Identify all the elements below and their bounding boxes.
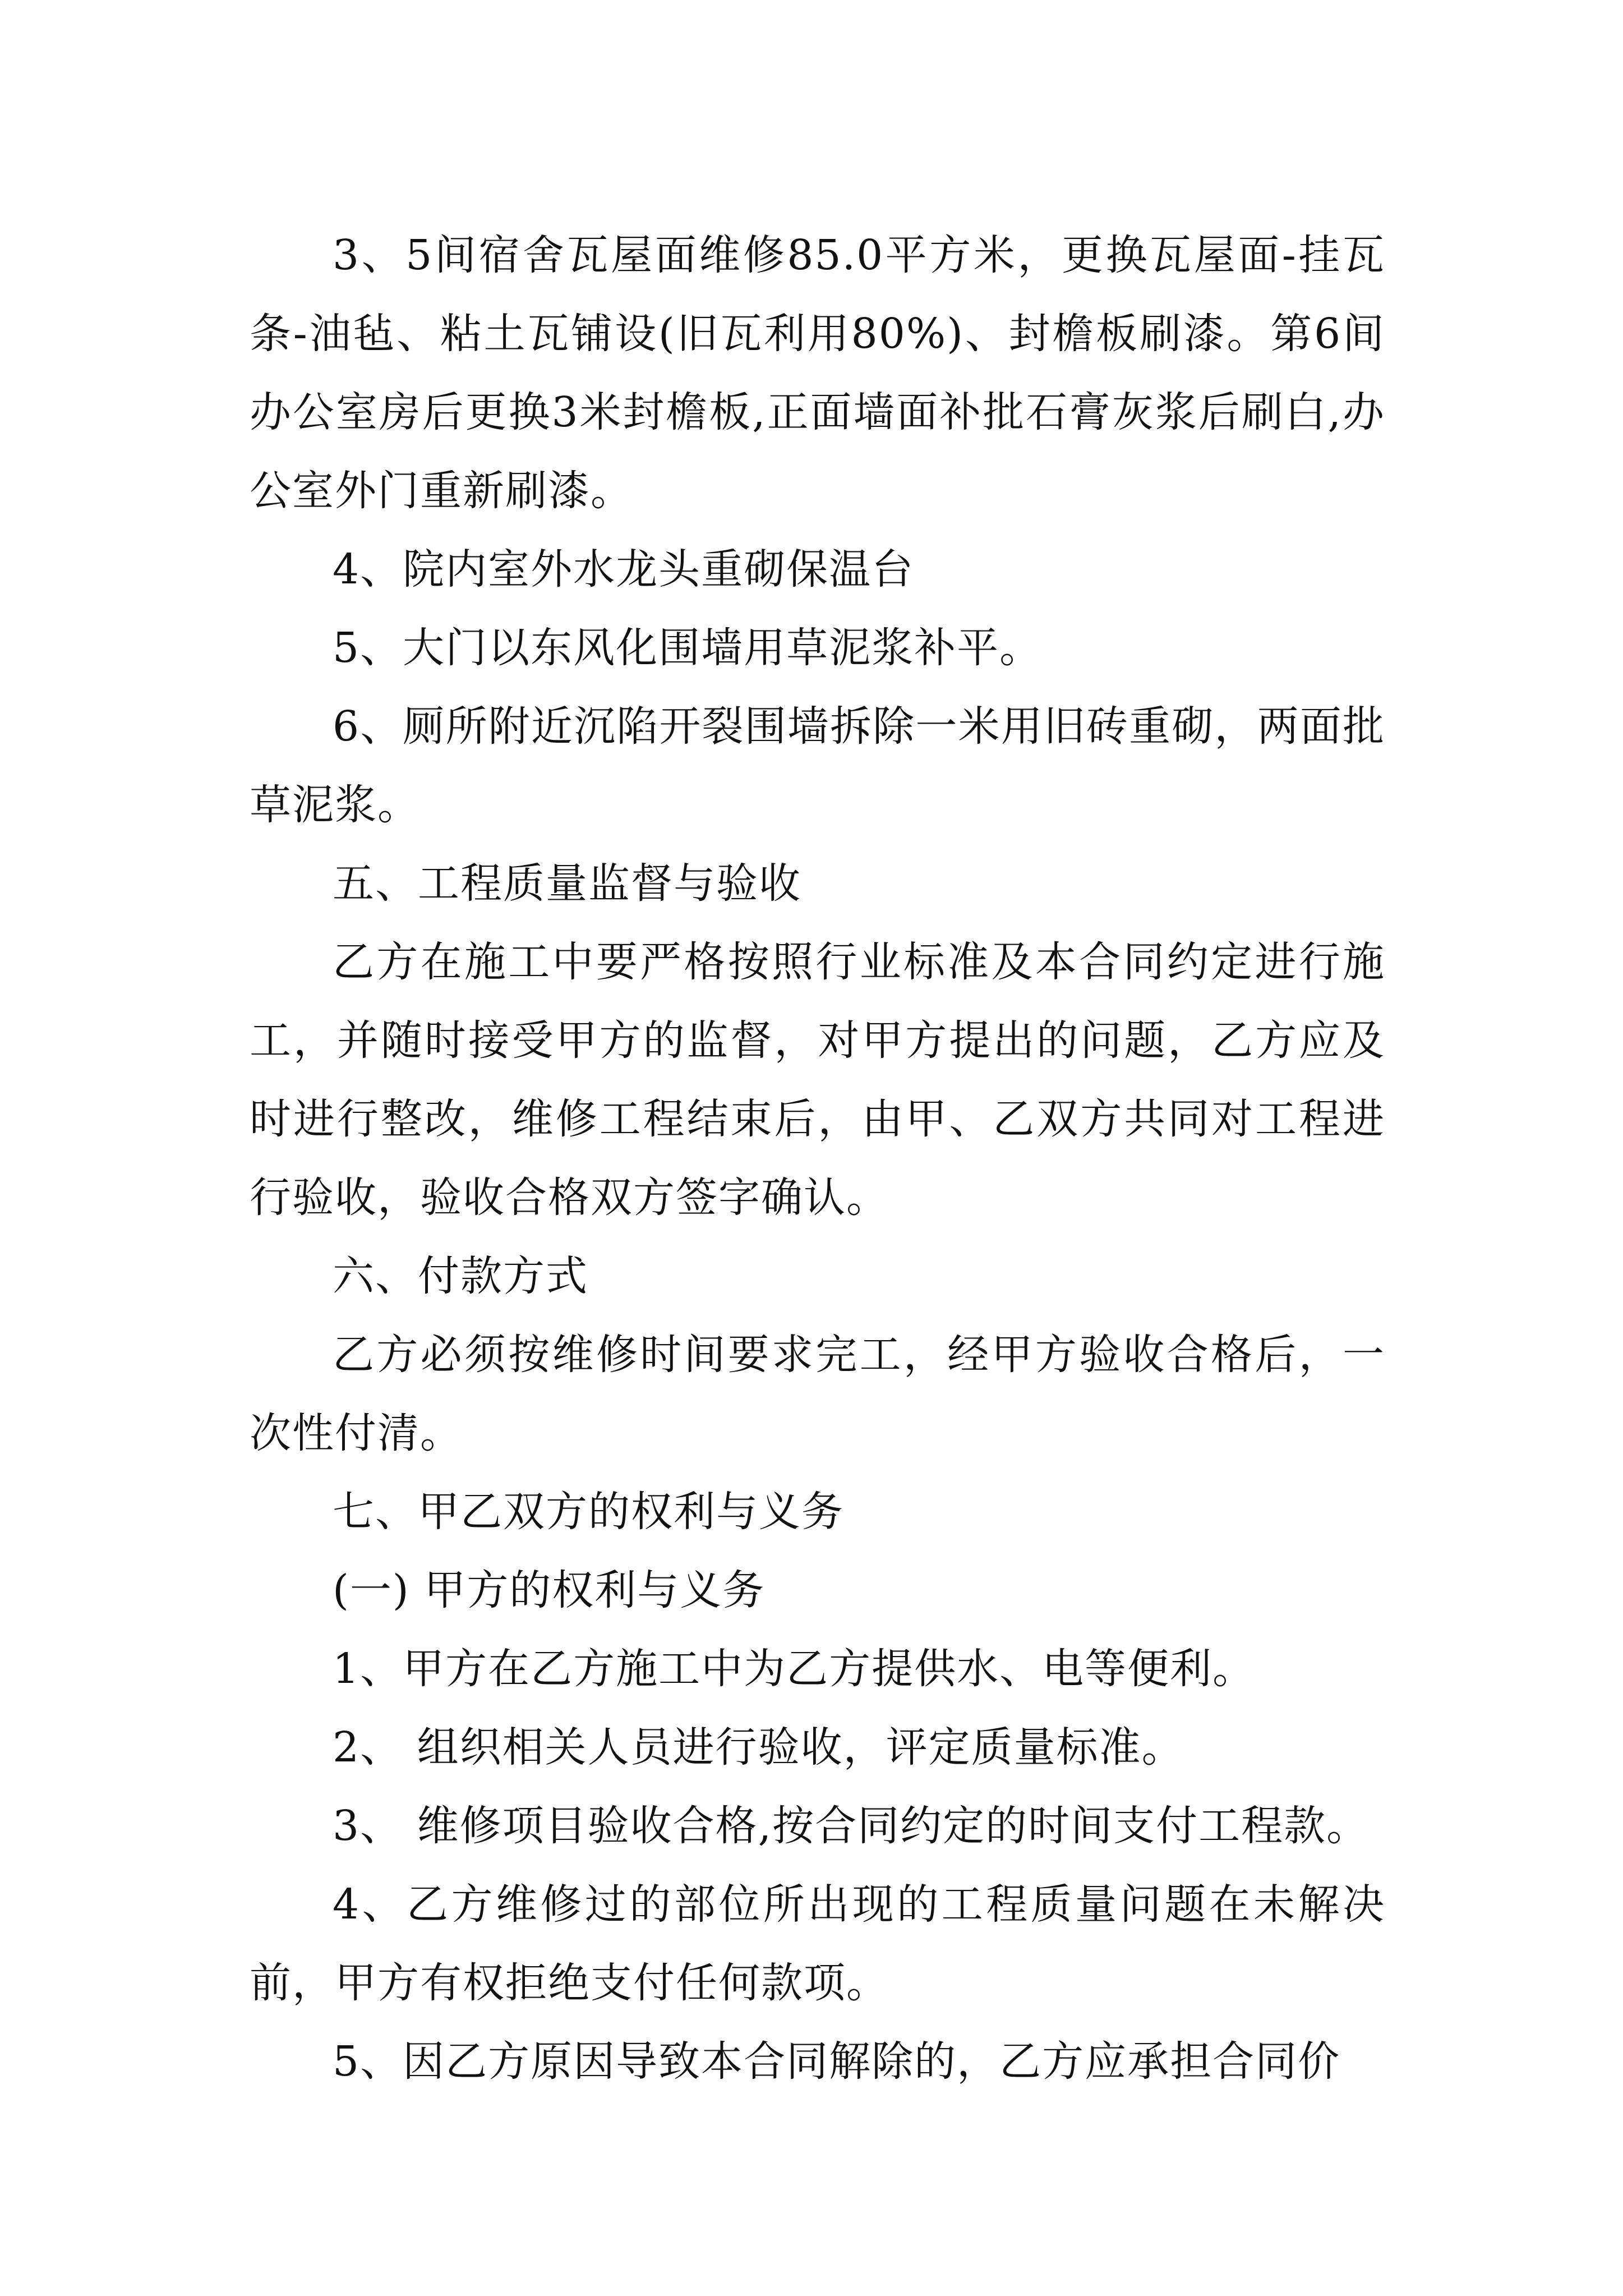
section-heading-rights: 七、甲乙双方的权利与义务: [333, 1488, 844, 1536]
subsection-heading-party-a: (一) 甲方的权利与义务: [333, 1566, 766, 1614]
party-a-item-3: 3、 维修项目验收合格,按合同约定的时间支付工程款。: [333, 1802, 1370, 1850]
party-a-item-5: 5、因乙方原因导致本合同解除的，乙方应承担合同价: [333, 2037, 1341, 2086]
party-a-item-4: 4、乙方维修过的部位所出现的工程质量问题在未解决前，甲方有权拒绝支付任何款项。: [250, 1880, 1385, 2007]
clause-item-3-roof-repair: 3、5间宿舍瓦屋面维修85.0平方米，更换瓦屋面-挂瓦条-油毡、粘土瓦铺设(旧瓦利用80%)、封檐板刷漆。第6间办公室房后更换3米封檐板,正面墙面补批石膏灰浆后刷白,办公室外门重新刷漆。: [250, 231, 1385, 515]
document-page: [250, 216, 1385, 2101]
quality-clause-text: 乙方在施工中要严格按照行业标准及本合同约定进行施工，并随时接受甲方的监督，对甲方提出的问题，乙方应及时进行整改，维修工程结束后，由甲、乙双方共同对工程进行验收，验收合格双方签字确认。: [250, 938, 1385, 1222]
clause-item-6-wall-rebuild: 6、厕所附近沉陷开裂围墙拆除一米用旧砖重砌，两面批草泥浆。: [250, 702, 1385, 829]
clause-item-5-wall-patch: 5、大门以东风化围墙用草泥浆补平。: [333, 624, 1043, 672]
section-heading-payment: 六、付款方式: [333, 1252, 588, 1300]
party-a-item-1: 1、甲方在乙方施工中为乙方提供水、电等便利。: [333, 1645, 1256, 1693]
party-a-item-2: 2、 组织相关人员进行验收，评定质量标准。: [333, 1723, 1184, 1772]
clause-item-4-faucet-platform: 4、院内室外水龙头重砌保温台: [333, 545, 915, 593]
payment-clause-text: 乙方必须按维修时间要求完工，经甲方验收合格后，一次性付清。: [250, 1331, 1385, 1457]
section-heading-quality: 五、工程质量监督与验收: [333, 859, 801, 908]
